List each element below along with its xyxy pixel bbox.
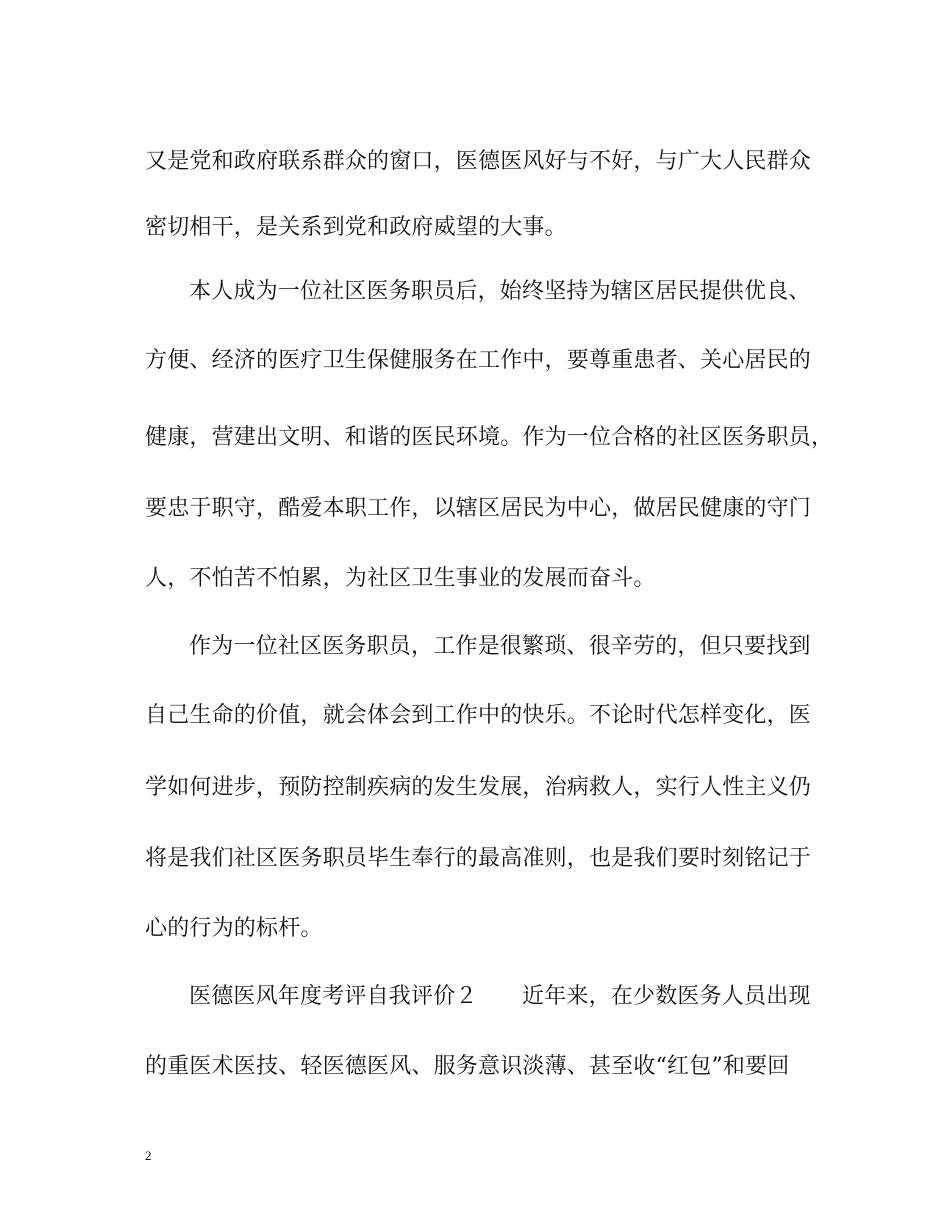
text-line: 自己生命的价值，就会体会到工作中的快乐。不论时代怎样变化，医 [145,703,812,728]
text-line: 学如何进步，预防控制疾病的发生发展，治病救人，实行人性主义仍 [145,775,812,800]
text-line: 健康，营建出文明、和谐的医民环境。作为一位合格的社区医务职员， [145,425,834,450]
text-line: 心的行为的标杆。 [145,916,323,941]
page-number: 2 [145,1148,152,1163]
text-line: 将是我们社区医务职员毕生奉行的最高准则，也是我们要时刻铭记于 [145,846,812,871]
section-heading-line: 医德医风年度考评自我评价２ 近年来，在少数医务人员出现 [189,984,811,1009]
paragraph-start-line: 本人成为一位社区医务职员后，始终坚持为辖区居民提供优良、 [189,279,811,304]
paragraph-start-line: 作为一位社区医务职员，工作是很繁琐、很辛劳的，但只要找到 [189,634,811,659]
text-line: 人，不怕苦不怕累，为社区卫生事业的发展而奋斗。 [145,566,656,591]
text-line: 方便、经济的医疗卫生保健服务在工作中，要尊重患者、关心居民的 [145,348,812,373]
text-line: 要忠于职守，酷爱本职工作，以辖区居民为中心，做居民健康的守门 [145,496,812,521]
text-line: 密切相干，是关系到党和政府威望的大事。 [145,215,567,240]
text-line: 的重医术医技、轻医德医风、服务意识淡薄、甚至收“红包”和要回 [145,1054,790,1079]
text-line: 又是党和政府联系群众的窗口，医德医风好与不好，与广大人民群众 [145,149,812,174]
